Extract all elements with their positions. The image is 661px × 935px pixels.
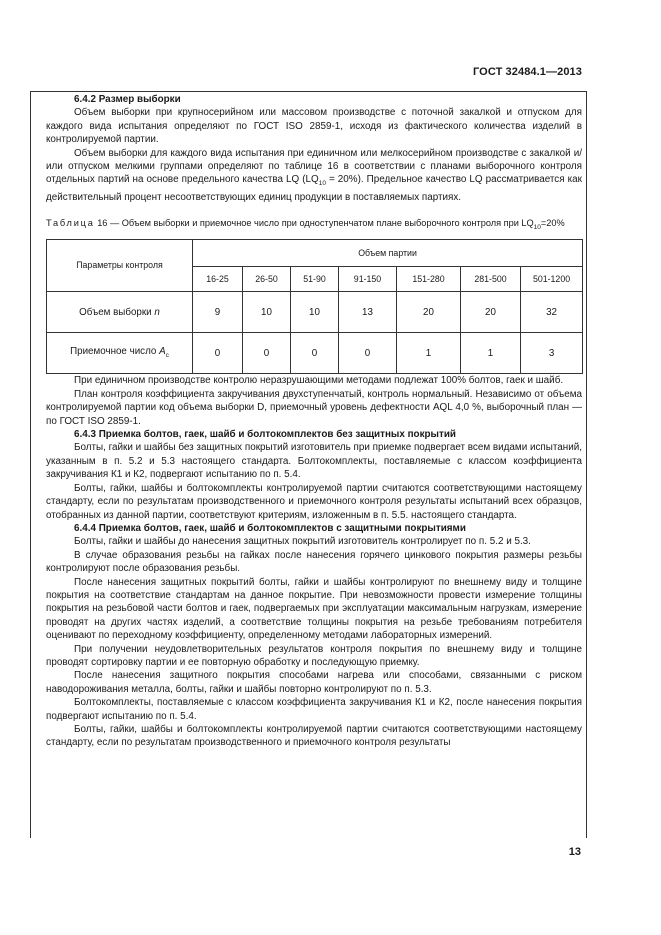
section-6-4-2-heading: 6.4.2 Размер выборки — [74, 94, 181, 105]
value-cell: 3 — [521, 333, 583, 374]
value-cell: 20 — [461, 292, 521, 333]
table-caption-tail: =20% — [540, 218, 565, 229]
param-header-cell: Параметры контроля — [47, 240, 193, 292]
section-6-4-4-paragraph-1: Болты, гайки и шайбы до нанесения защитных покрытий изготовитель контролирует по п. 5.2 и 5.3. — [74, 536, 531, 548]
value-cell: 10 — [243, 292, 291, 333]
table-caption-text: 16 — Объем выборки и приемочное число при одноступенчатом плане выборочного контроля при LQ — [97, 218, 534, 229]
section-6-4-3-heading: 6.4.3 Приемка болтов, гаек, шайб и болтокомплектов без защитных покрытий — [74, 429, 456, 441]
section-6-4-4-paragraph-2: В случае образования резьбы на гайках после нанесения горячего цинкового покрытия размеры резьбы контролируют после образования резьбы. — [46, 549, 582, 575]
value-cell: 1 — [397, 333, 461, 374]
section-6-4-4-paragraph-6: Болтокомплекты, поставляемые с классом коэффициента закручивания К1 и К2, после нанесения покрытия подвергают испытанию по п. 5.4. — [46, 697, 582, 722]
section-6-4-2-paragraph-2 — [46, 147, 582, 205]
section-6-4-3-paragraph-2: Болты, гайки, шайбы и болтокомплекты контролируемой партии считаются соответствующими настоящему стандарту, если по результатам производственного и приемочного контроля результаты испытаний всех образцов, отобранных из данной партии, соответствуют критериям, изложенным в п. 5.5. настоящего стандарта. — [46, 482, 582, 521]
document-number: ГОСТ 32484.1—2013 — [472, 66, 582, 78]
table-16 — [46, 239, 583, 374]
table-row-acceptance-number — [47, 333, 583, 374]
lot-size-cell: 91-150 — [339, 267, 397, 292]
value-cell: 0 — [243, 333, 291, 374]
lot-size-cell: 281-500 — [461, 267, 521, 292]
section-6-4-4-paragraph-3: После нанесения защитных покрытий болты, гайки и шайбы контролируют по внешнему виду и толщине покрытия на соответствие стандартам на данное покрытие. При невозможности провести измерение толщины покрытия на резьбовой части болтов и гаек, подвергаемых при эксплуатации максимальным нагрузкам, измерение проводят на других частях изделий, а соответствие толщины покрытия на резьбе требованиям потребителя оценивают по переходному коэффициенту, определенному методами лабораторных измерений. — [46, 576, 582, 642]
row-label-acceptance-number — [47, 333, 193, 374]
lot-size-cell: 501-1200 — [521, 267, 583, 292]
value-cell: 13 — [339, 292, 397, 333]
p2-subscript: 10 — [318, 180, 326, 188]
section-6-4-3-paragraph-1: Болты, гайки и шайбы без защитных покрытий изготовитель при приемке подвергает всем видами испытаний, указанным в п. 5.2 и 5.3 настоящего стандарта. Болтокомплекты, поставляемые с классом коэффициента закручивания К1 и К2, подвергают испытанию по п. 5.4. — [46, 442, 582, 481]
row-label-text: Приемочное число — [70, 345, 157, 357]
value-cell: 20 — [397, 292, 461, 333]
section-6-4-4-heading: 6.4.4 Приемка болтов, гаек, шайб и болтокомплектов с защитными покрытиями — [74, 522, 466, 534]
value-cell: 9 — [193, 292, 243, 333]
lot-header-cell: Объем партии — [193, 240, 583, 267]
row-label-sample-size — [47, 292, 193, 333]
section-6-4-2-paragraph-1: Объем выборки при крупносерийном или массовом производстве с поточной закалкой и отпуском для каждого вида испытания определяют по ГОСТ ISO 2859-1, исходя из фактического количества изделий в контролируемой партии. — [46, 107, 582, 146]
value-cell: 10 — [291, 292, 339, 333]
p2-text-before: Объем выборки для каждого вида испытания при единичном или мелкосерийном производстве с закалкой и/или отпуском мелкими группами определяют по таблице 16 в соответствии с планами выборочного контроля отдельных партий на основе предельного качества LQ (LQ — [46, 147, 582, 186]
section-6-4-4-paragraph-7: Болты, гайки, шайбы и болтокомплекты контролируемой партии считаются соответствующими настоящему стандарту, если по результатам производственного и приемочного контроля результаты — [46, 724, 582, 749]
section-6-4-4-paragraph-4: При получении неудовлетворительных результатов контроля покрытия по внешнему виду и толщине проводят сортировку партии и ее повторную обработку и последующую приемку. — [46, 643, 582, 668]
table-row-sample-size — [47, 292, 583, 333]
value-cell: 1 — [461, 333, 521, 374]
row-label-symbol: A — [159, 345, 166, 357]
value-cell: 0 — [339, 333, 397, 374]
value-cell: 32 — [521, 292, 583, 333]
table-caption-subscript: 10 — [533, 224, 541, 232]
lot-size-cell: 26-50 — [243, 267, 291, 292]
value-cell: 0 — [291, 333, 339, 374]
row-label-symbol: n — [154, 306, 160, 318]
table-16-caption — [46, 217, 582, 234]
page-number: 13 — [568, 846, 581, 858]
value-cell: 0 — [193, 333, 243, 374]
page-content — [46, 93, 582, 750]
lot-size-cell: 151-280 — [397, 267, 461, 292]
row-label-text: Объем выборки — [79, 306, 152, 318]
after-table-paragraph-2: План контроля коэффициента закручивания двухступенчатый, контроль нормальный. Независимо от объема контролируемой партии код объема выборки D, приемочный уровень дефектности AQL 4,0 %, выборочный план — по ГОСТ ISO 2859-1. — [46, 388, 582, 427]
table-caption-label: Таблица — [46, 218, 95, 229]
lot-size-cell: 51-90 — [291, 267, 339, 292]
after-table-paragraph-1: При единичном производстве контролю неразрушающими методами подлежат 100% болтов, гаек и шайб. — [74, 375, 564, 387]
row-label-subscript: c — [165, 351, 169, 359]
section-6-4-4-paragraph-5: После нанесения защитного покрытия способами нагрева или способами, связанными с риском наводороживания металла, болты, гайки и шайбы повторно контролируют по п. 5.3. — [46, 670, 582, 695]
lot-size-cell: 16-25 — [193, 267, 243, 292]
p2-text-after: = 20%). Предельное качество LQ рассматривается как действительный процент несоответствующих единиц продукции в поставляемых партиях. — [46, 174, 582, 203]
